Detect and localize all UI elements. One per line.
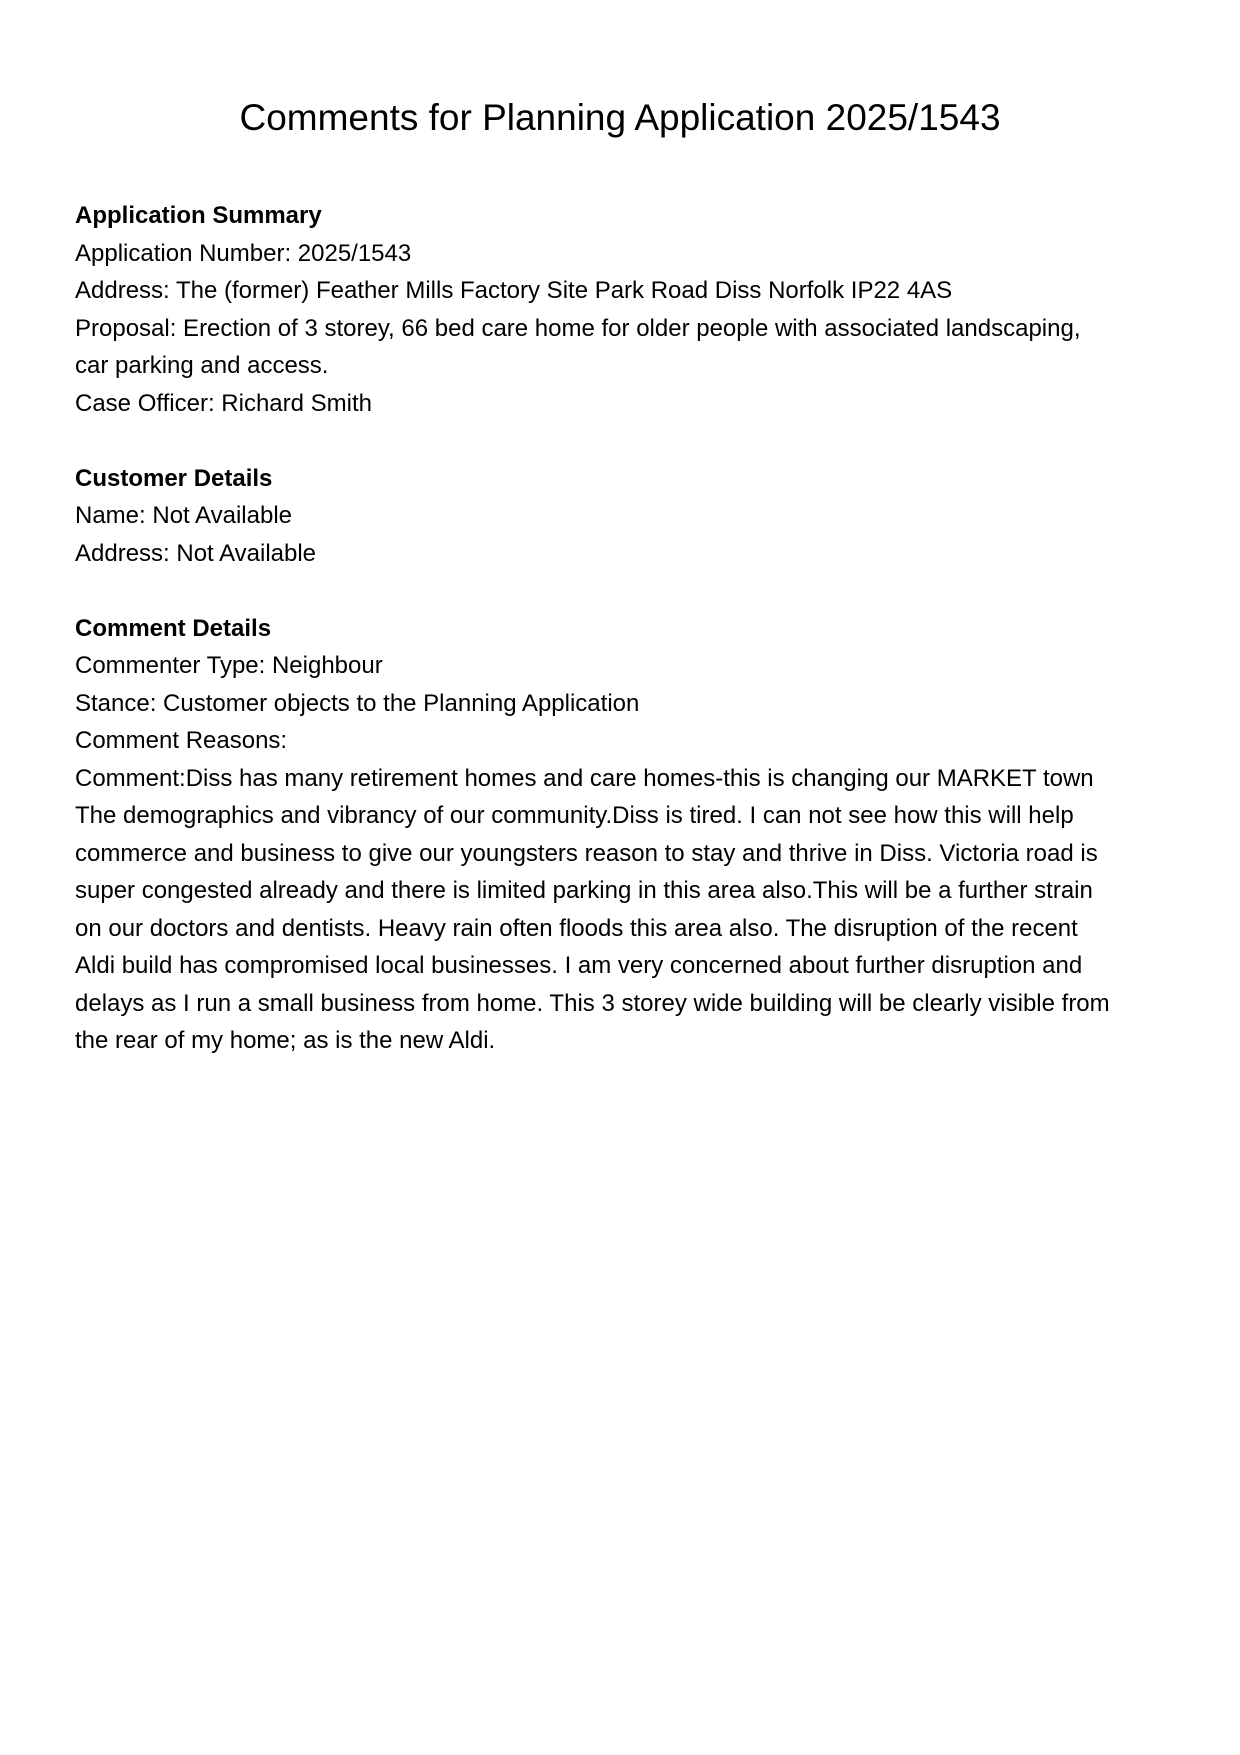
comment-line: Aldi build has compromised local businesses. I am very concerned about further disruption and: [75, 952, 1083, 979]
application-proposal-line-2: car parking and access.: [75, 352, 329, 379]
application-address: Address: The (former) Feather Mills Factory Site Park Road Diss Norfolk IP22 4AS: [75, 277, 953, 304]
application-proposal-line-1: Proposal: Erection of 3 storey, 66 bed care home for older people with associated landscaping,: [75, 314, 1081, 342]
customer-details-section: [75, 460, 1175, 573]
application-number: Application Number: 2025/1543: [75, 239, 412, 267]
stance: Stance: Customer objects to the Planning Application: [75, 689, 640, 717]
customer-details-heading: Customer Details: [75, 464, 273, 492]
comment-line: The demographics and vibrancy of our community.Diss is tired. I can not see how this will help: [75, 802, 1074, 829]
comment-details-heading: Comment Details: [75, 614, 272, 642]
customer-address: Address: Not Available: [75, 539, 317, 567]
comment-line: on our doctors and dentists. Heavy rain often floods this area also. The disruption of the recent: [75, 914, 1078, 942]
document-body: [75, 197, 1175, 1097]
comment-line: commerce and business to give our youngsters reason to stay and thrive in Diss. Victoria road is: [75, 839, 1098, 867]
comment-text: [75, 760, 1175, 1060]
application-summary-heading: Application Summary: [75, 202, 322, 229]
application-summary-section: [75, 197, 1175, 422]
page-title: Comments for Planning Application 2025/1543: [239, 97, 1001, 138]
case-officer: Case Officer: Richard Smith: [75, 389, 372, 417]
comment-line: the rear of my home; as is the new Aldi.: [75, 1027, 496, 1054]
comment-line: Comment:Diss has many retirement homes and care homes-this is changing our MARKET town: [75, 764, 1094, 792]
commenter-type: Commenter Type: Neighbour: [75, 652, 383, 679]
comment-line: delays as I run a small business from home. This 3 storey wide building will be clearly visible from: [75, 989, 1110, 1017]
customer-name: Name: Not Available: [75, 502, 293, 529]
comment-reasons: Comment Reasons:: [75, 727, 288, 754]
comment-line: super congested already and there is limited parking in this area also.This will be a further strain: [75, 877, 1093, 904]
comment-details-section: [75, 610, 1175, 1060]
